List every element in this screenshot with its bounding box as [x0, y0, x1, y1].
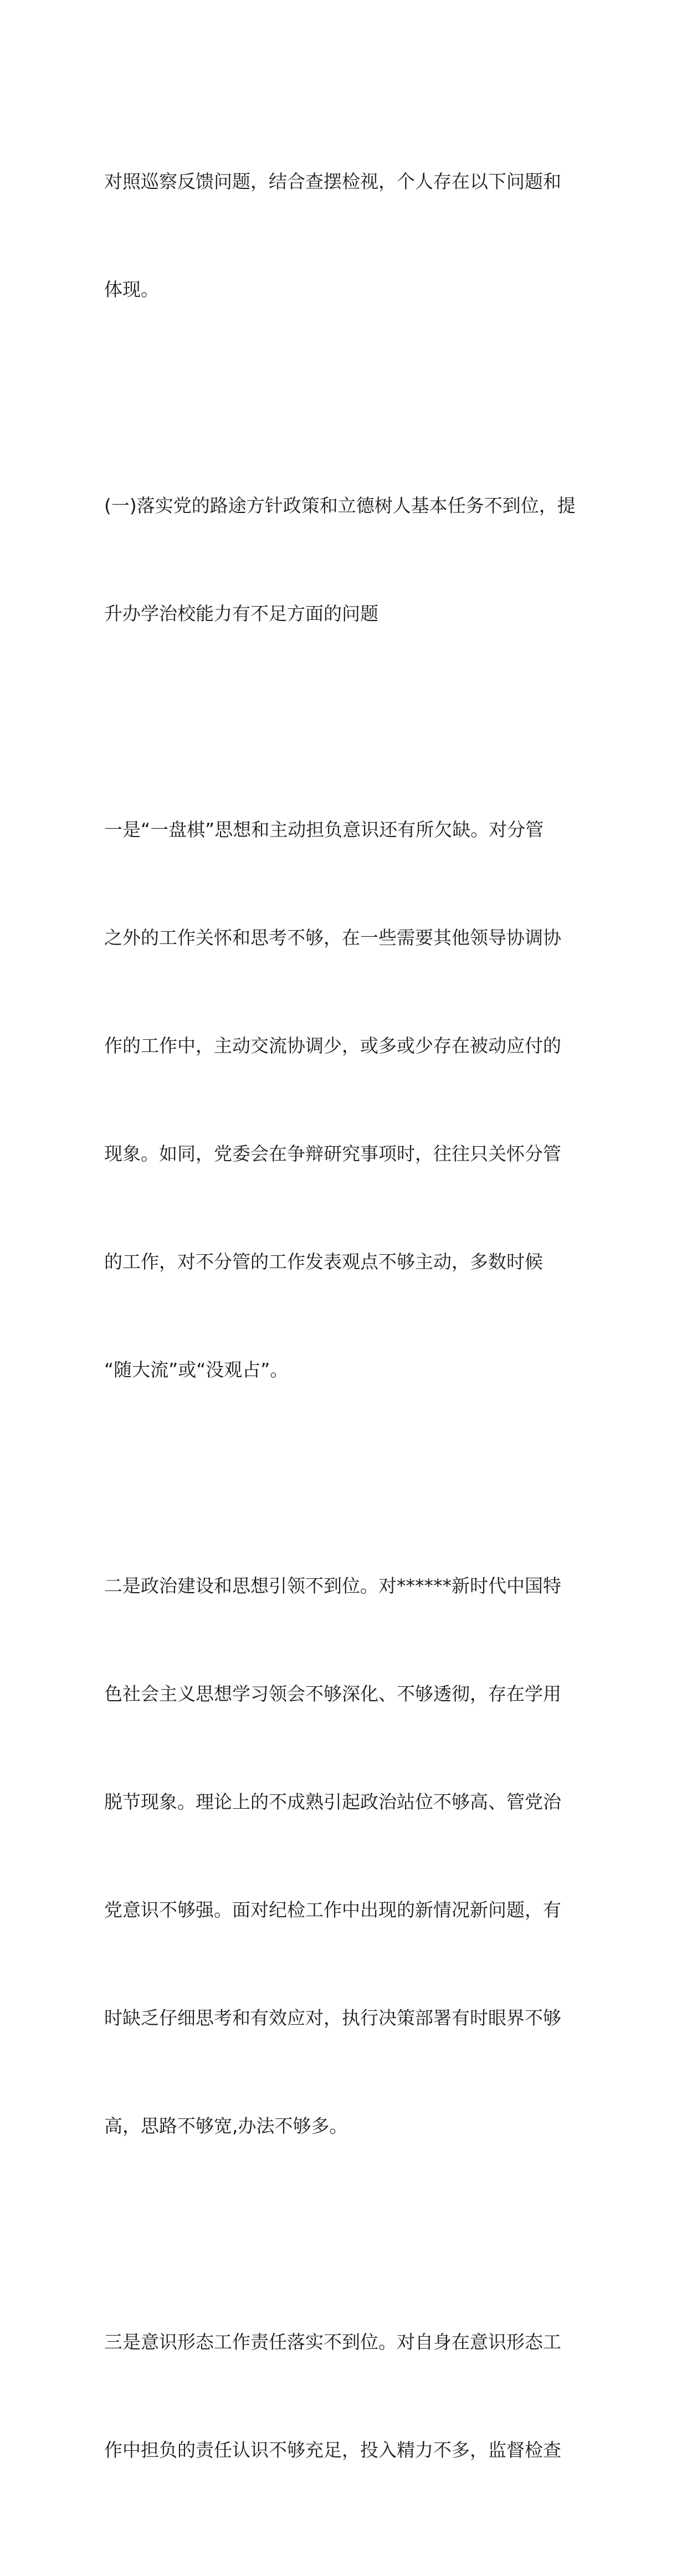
text-line: 的工作，对不分管的工作发表观点不够主动，多数时候	[104, 1251, 543, 1272]
text-line: 升办学治校能力有不足方面的问题	[104, 603, 378, 624]
text-line: 现象。如同，党委会在争辩研究事项时，往往只关怀分管	[104, 1143, 561, 1164]
text-line: 对照巡察反馈问题，结合查摆检视，个人存在以下问题和	[104, 171, 561, 192]
section-heading	[104, 415, 587, 704]
text-line: 党意识不够强。面对纪检工作中出现的新情况新问题，有	[104, 1899, 561, 1921]
text-line: 高，思路不够宽,办法不够多。	[104, 2115, 348, 2137]
text-line: 时缺乏仔细思考和有效应对，执行决策部署有时眼界不够	[104, 2007, 561, 2029]
paragraph-item-one	[104, 740, 587, 1460]
text-line: 之外的工作关怀和思考不够，在一些需要其他领导协调协	[104, 927, 561, 948]
paragraph-intro	[104, 91, 587, 379]
text-line: 一是“一盘棋”思想和主动担负意识还有所欠缺。对分管	[104, 819, 544, 840]
text-line: 色社会主义思想学习领会不够深化、不够透彻，存在学用	[104, 1683, 561, 1705]
text-line: 脱节现象。理论上的不成熟引起政治站位不够高、管党治	[104, 1791, 561, 1813]
text-line: 作中担负的责任认识不够充足，投入精力不多，监督检查	[104, 2439, 561, 2461]
text-line: 体现。	[104, 279, 159, 300]
text-line: “随大流”或“没观占”。	[104, 1359, 289, 1381]
text-line: (一)落实党的路途方针政策和立德树人基本任务不到位，提	[104, 495, 576, 516]
text-line: 二是政治建设和思想引领不到位。对******新时代中国特	[104, 1575, 561, 1597]
text-line: 作的工作中，主动交流协调少，或多或少存在被动应付的	[104, 1035, 561, 1056]
paragraph-item-two	[104, 1496, 587, 2216]
paragraph-item-three	[104, 2252, 587, 2540]
document-body	[104, 91, 587, 2576]
text-line: 三是意识形态工作责任落实不到位。对自身在意识形态工	[104, 2331, 561, 2353]
